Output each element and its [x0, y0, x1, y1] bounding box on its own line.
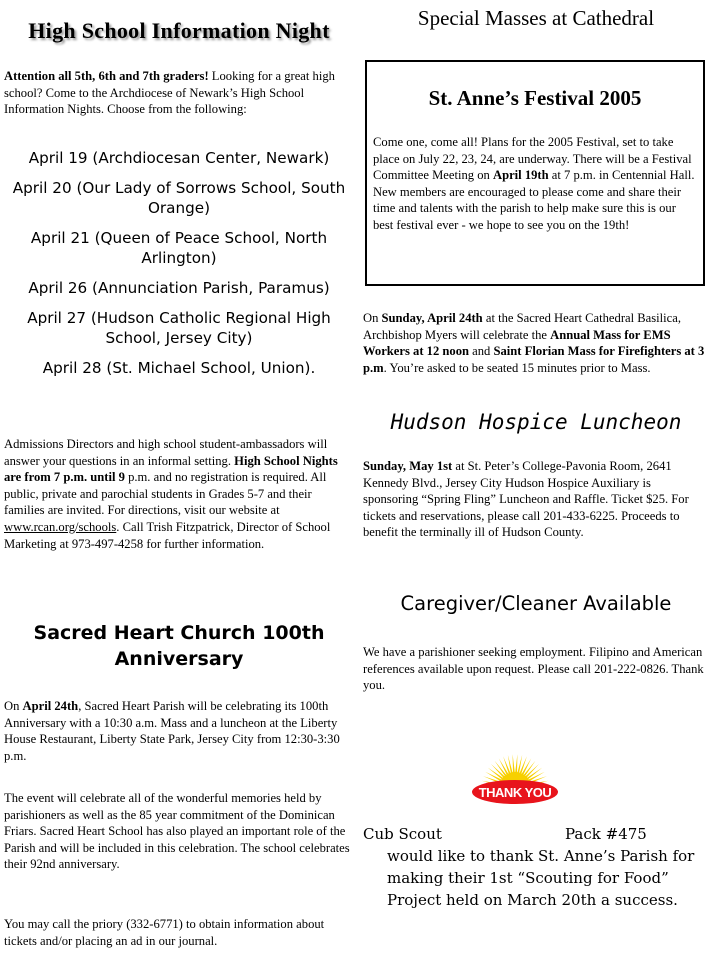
hospice-title: Hudson Hospice Luncheon	[390, 410, 682, 434]
masses-a: On	[363, 311, 382, 325]
festival-body-bold: April 19th	[492, 168, 549, 183]
special-masses-title: Special Masses at Cathedral	[417, 6, 655, 30]
hs-info-date: April 21 (Queen of Peace School, North Arlington)	[30, 229, 328, 267]
hs-info-title: High School Information Night	[28, 18, 330, 43]
hospice-body-bold: Sunday, May 1st	[363, 459, 453, 473]
hs-info-date: April 26 (Annunciation Parish, Paramus)	[28, 279, 330, 297]
festival-title: St. Anne’s Festival 2005	[428, 86, 642, 110]
right-column	[363, 0, 709, 960]
caregiver-body: We have a parishioner seeking employment. Filipino and American references available upon request. Please call 201-222-0826. Thank you.	[363, 645, 704, 693]
cub-scout-line1	[363, 824, 709, 844]
adm-text-b: p.m. and no registration is required. All public, private and parochial students in Grades 5-7 and their families are invited. For directions, visit our website at	[4, 470, 327, 518]
caregiver-title: Caregiver/Cleaner Available	[400, 592, 672, 615]
festival-body	[373, 134, 699, 234]
thank-you-badge	[467, 752, 563, 832]
badge-text: THANK YOU	[478, 785, 552, 800]
masses-b2: Annual Mass for EMS Workers at 12 noon	[363, 327, 671, 359]
sh-p1-bold: April 24th	[22, 699, 79, 713]
hs-info-admissions	[4, 436, 354, 552]
hs-info-intro-rest: Looking for a great high school? Come to the Archdiocese of Newark’s High School Information Nights. Choose from the following:	[4, 69, 335, 117]
festival-box	[365, 60, 705, 286]
rcan-schools-link[interactable]: www.rcan.org/schools	[4, 519, 117, 534]
sacred-heart-p2: The event will celebrate all of the wonderful memories held by parishioners as well as the 85 year commitment of the Dominican Friars. Sacred Heart School has also played an important role of the Parish and will be included in this celebration. The school celebrates their 92nd anniversary.	[4, 791, 350, 872]
hs-info-date: April 20 (Our Lady of Sorrows School, South Orange)	[12, 179, 346, 217]
sh-p1-b: , Sacred Heart Parish will be celebrating its 100th Anniversary with a 10:30 a.m. Mass and a luncheon at the Liberty House Restaurant, Liberty State Park, Jersey City from 12:30-3:30 p.m.	[4, 699, 340, 763]
hs-info-date: April 19 (Archdiocesan Center, Newark)	[28, 149, 330, 167]
sacred-heart-title: Sacred Heart Church 100th Anniversary	[33, 622, 325, 670]
festival-body-b: at 7 p.m. in Centennial Hall. New members are encouraged to please come and share their time and talents with the parish to help make sure this is our best festival ever - we hope to see you on the 19th!	[373, 168, 695, 232]
hs-info-date: April 27 (Hudson Catholic Regional High School, Jersey City)	[27, 309, 331, 347]
cub-scout-left: Cub Scout	[363, 825, 442, 843]
hs-info-intro	[4, 68, 354, 118]
sacred-heart-p1	[4, 698, 354, 764]
adm-bold: High School Nights are from 7 p.m. until 9	[4, 453, 338, 485]
cub-scout-message: would like to thank St. Anne’s Parish for making their 1st “Scouting for Food” Project held on March 20th a success.	[387, 847, 695, 909]
cub-scout-pack: Pack #475	[565, 825, 647, 843]
masses-b1: Sunday, April 24th	[381, 311, 483, 325]
sh-p1-a: On	[4, 699, 23, 713]
left-column	[4, 0, 354, 960]
thank-you-graphic	[467, 752, 563, 832]
adm-text-c: . Call Trish Fitzpatrick, Director of School Marketing at 973-497-4258 for further information.	[4, 519, 331, 551]
hs-info-date-list	[4, 148, 354, 388]
hospice-body-text: at St. Peter’s College-Pavonia Room, 2641 Kennedy Blvd., Jersey City Hudson Hospice Auxiliary is sponsoring “Spring Fling” Luncheon and Raffle. Ticket $25. For tickets and reservations, please call 201-433-6225. Proceeds to benefit the terminally ill of Hudson County.	[363, 459, 689, 540]
festival-body-a: Come one, come all! Plans for the 2005 Festival, set to take place on July 22, 23, 24, are underway. There will be a Festival Committee Meeting on	[373, 135, 692, 183]
adm-text-a: Admissions Directors and high school student-ambassadors will answer your questions in an informal setting.	[4, 437, 328, 468]
masses-d: . You’re asked to be seated 15 minutes prior to Mass.	[383, 360, 651, 375]
hs-info-date: April 28 (St. Michael School, Union).	[42, 359, 316, 377]
sacred-heart-p3: You may call the priory (332-6771) to obtain information about tickets and/or placing an ad in our journal.	[4, 917, 325, 948]
special-masses-body	[363, 310, 709, 376]
masses-b3: Saint Florian Mass for Firefighters at 3 p.m	[363, 344, 705, 375]
hs-info-intro-lead: Attention all 5th, 6th and 7th graders!	[4, 69, 209, 83]
masses-b: at the Sacred Heart Cathedral Basilica, Archbishop Myers will celebrate the	[363, 311, 681, 342]
masses-c: and	[469, 344, 494, 359]
hospice-body	[363, 458, 709, 541]
